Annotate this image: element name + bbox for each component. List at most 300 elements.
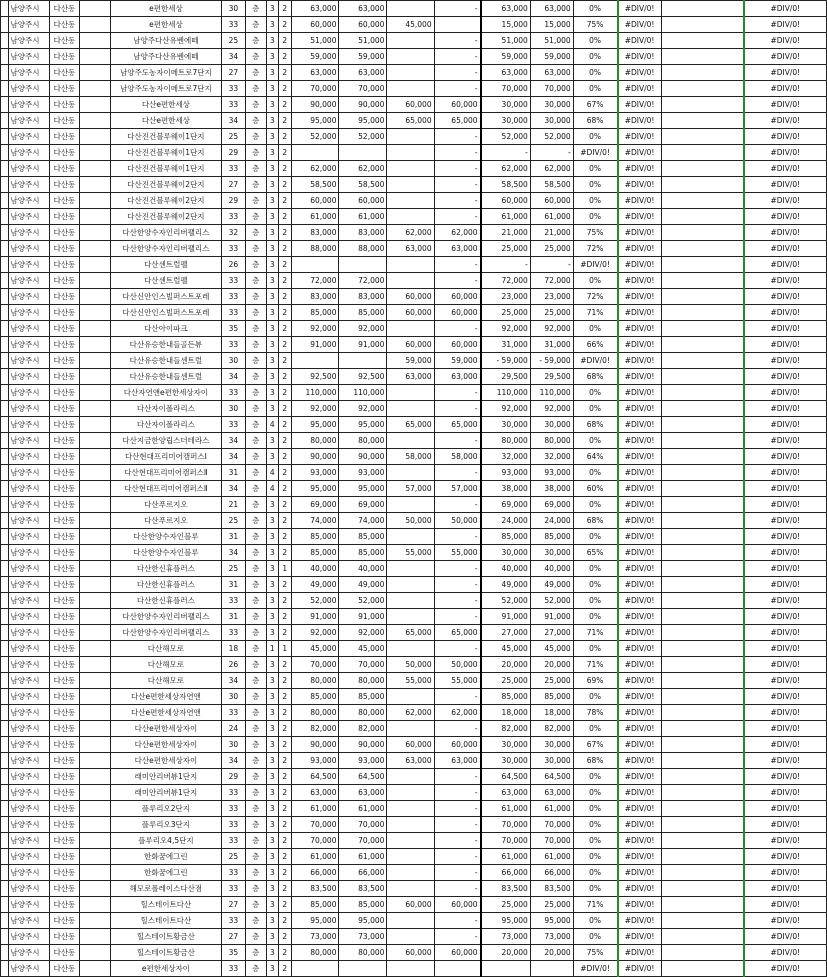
cell[interactable]: 73,000 xyxy=(291,929,339,945)
cell[interactable]: 다산동 xyxy=(50,17,80,33)
cell[interactable]: 남양주시 xyxy=(8,641,50,657)
cell[interactable]: #DIV/0! xyxy=(744,833,827,849)
cell[interactable]: 33 xyxy=(221,785,245,801)
cell[interactable] xyxy=(79,305,110,321)
cell[interactable]: 다산동 xyxy=(50,657,80,673)
cell[interactable]: 33 xyxy=(221,817,245,833)
cell[interactable]: 26 xyxy=(221,657,245,673)
cell[interactable]: 60,000 xyxy=(339,17,387,33)
cell[interactable]: 2 xyxy=(279,833,292,849)
cell[interactable]: 남양주시 xyxy=(8,417,50,433)
cell[interactable]: 다산e편한세상자이 xyxy=(111,737,222,753)
cell[interactable]: 다산동 xyxy=(50,49,80,65)
cell[interactable] xyxy=(387,273,434,289)
cell[interactable] xyxy=(387,321,434,337)
cell[interactable] xyxy=(661,641,744,657)
cell[interactable] xyxy=(530,961,573,977)
cell[interactable]: 0% xyxy=(573,321,617,337)
cell[interactable] xyxy=(79,657,110,673)
cell[interactable]: 2 xyxy=(279,321,292,337)
cell[interactable]: 층 xyxy=(245,593,266,609)
cell[interactable]: 80,000 xyxy=(339,705,387,721)
cell[interactable]: 3 xyxy=(266,897,279,913)
cell[interactable]: 80,000 xyxy=(339,945,387,961)
cell[interactable] xyxy=(387,385,434,401)
cell[interactable]: 59,000 xyxy=(434,353,480,369)
cell[interactable]: #DIV/0! xyxy=(618,433,662,449)
cell[interactable]: 3 xyxy=(266,801,279,817)
cell[interactable] xyxy=(387,929,434,945)
cell[interactable]: 다산한양수자인리버팰리스 xyxy=(111,241,222,257)
cell[interactable]: 다산현대프리미어캠퍼스Ⅱ xyxy=(111,465,222,481)
cell[interactable]: - xyxy=(434,577,480,593)
cell[interactable]: 52,000 xyxy=(291,593,339,609)
cell[interactable]: 110,000 xyxy=(339,385,387,401)
cell[interactable]: 40,000 xyxy=(530,561,573,577)
cell[interactable]: 95,000 xyxy=(339,481,387,497)
cell[interactable]: #DIV/0! xyxy=(744,273,827,289)
cell[interactable]: 0% xyxy=(573,49,617,65)
cell[interactable]: #DIV/0! xyxy=(573,257,617,273)
cell[interactable] xyxy=(387,769,434,785)
cell[interactable]: #DIV/0! xyxy=(744,49,827,65)
cell[interactable] xyxy=(661,705,744,721)
cell[interactable] xyxy=(661,433,744,449)
cell[interactable]: 층 xyxy=(245,673,266,689)
cell[interactable]: 2 xyxy=(279,689,292,705)
cell[interactable]: 다산동 xyxy=(50,289,80,305)
cell[interactable]: 63,000 xyxy=(291,65,339,81)
cell[interactable]: 남양주시 xyxy=(8,225,50,241)
cell[interactable]: #DIV/0! xyxy=(744,577,827,593)
cell[interactable]: 0% xyxy=(573,81,617,97)
cell[interactable]: 남양주시 xyxy=(8,897,50,913)
cell[interactable]: 0% xyxy=(573,401,617,417)
cell[interactable]: - xyxy=(434,689,480,705)
cell[interactable]: 58,000 xyxy=(387,449,434,465)
cell[interactable]: #DIV/0! xyxy=(744,113,827,129)
cell[interactable]: 0% xyxy=(573,721,617,737)
cell[interactable]: 60,000 xyxy=(434,305,480,321)
cell[interactable] xyxy=(79,129,110,145)
cell[interactable]: 다산아이파크 xyxy=(111,321,222,337)
cell[interactable]: 60,000 xyxy=(387,945,434,961)
cell[interactable]: 33 xyxy=(221,17,245,33)
cell[interactable]: - xyxy=(434,321,480,337)
cell[interactable]: 층 xyxy=(245,945,266,961)
cell[interactable]: 27 xyxy=(221,65,245,81)
cell[interactable]: 다산동 xyxy=(50,145,80,161)
cell[interactable]: 51,000 xyxy=(291,33,339,49)
cell[interactable] xyxy=(387,129,434,145)
cell[interactable] xyxy=(661,673,744,689)
cell[interactable] xyxy=(79,369,110,385)
cell[interactable]: 층 xyxy=(245,97,266,113)
cell[interactable]: #DIV/0! xyxy=(744,609,827,625)
cell[interactable]: 92,000 xyxy=(339,401,387,417)
cell[interactable]: 61,000 xyxy=(530,849,573,865)
cell[interactable]: 다산e편한세상자이 xyxy=(111,753,222,769)
cell[interactable]: #DIV/0! xyxy=(618,49,662,65)
cell[interactable] xyxy=(79,49,110,65)
cell[interactable]: #DIV/0! xyxy=(744,561,827,577)
cell[interactable]: 다산동 xyxy=(50,817,80,833)
cell[interactable]: 남양주시 xyxy=(8,369,50,385)
cell[interactable]: #DIV/0! xyxy=(744,497,827,513)
cell[interactable] xyxy=(387,209,434,225)
cell[interactable]: #DIV/0! xyxy=(744,385,827,401)
cell[interactable]: 층 xyxy=(245,481,266,497)
cell[interactable]: 2 xyxy=(279,481,292,497)
cell[interactable]: - xyxy=(434,641,480,657)
cell[interactable]: 85,000 xyxy=(291,545,339,561)
cell[interactable]: 다산진건블루웨이1단지 xyxy=(111,129,222,145)
cell[interactable]: #DIV/0! xyxy=(618,417,662,433)
cell[interactable]: 다산동 xyxy=(50,65,80,81)
cell[interactable]: 51,000 xyxy=(481,33,531,49)
cell[interactable]: #DIV/0! xyxy=(744,625,827,641)
cell[interactable]: 층 xyxy=(245,769,266,785)
cell[interactable]: #DIV/0! xyxy=(618,865,662,881)
cell[interactable]: - xyxy=(434,529,480,545)
cell[interactable]: #DIV/0! xyxy=(618,881,662,897)
cell[interactable]: 남양주시 xyxy=(8,769,50,785)
cell[interactable]: 25,000 xyxy=(481,673,531,689)
cell[interactable]: 층 xyxy=(245,321,266,337)
cell[interactable]: - xyxy=(434,401,480,417)
cell[interactable]: #DIV/0! xyxy=(744,785,827,801)
cell[interactable] xyxy=(661,385,744,401)
cell[interactable]: 다산유승한내들센트럴 xyxy=(111,353,222,369)
cell[interactable]: 남양주시 xyxy=(8,497,50,513)
cell[interactable]: #DIV/0! xyxy=(618,209,662,225)
cell[interactable]: 85,000 xyxy=(339,305,387,321)
cell[interactable]: #DIV/0! xyxy=(744,465,827,481)
cell[interactable]: 3 xyxy=(266,1,279,17)
cell[interactable]: 23,000 xyxy=(481,289,531,305)
cell[interactable]: 85,000 xyxy=(291,529,339,545)
cell[interactable]: 남양주시 xyxy=(8,817,50,833)
cell[interactable] xyxy=(661,545,744,561)
cell[interactable]: - xyxy=(434,433,480,449)
cell[interactable]: 30,000 xyxy=(481,97,531,113)
cell[interactable]: 33 xyxy=(221,81,245,97)
cell[interactable]: 2 xyxy=(279,417,292,433)
cell[interactable] xyxy=(387,465,434,481)
cell[interactable]: #DIV/0! xyxy=(744,529,827,545)
cell[interactable]: 남양주시 xyxy=(8,353,50,369)
cell[interactable] xyxy=(79,497,110,513)
cell[interactable]: #DIV/0! xyxy=(618,129,662,145)
cell[interactable]: e편한세상 xyxy=(111,1,222,17)
cell[interactable]: 32 xyxy=(221,225,245,241)
cell[interactable]: 다산동 xyxy=(50,577,80,593)
cell[interactable] xyxy=(661,817,744,833)
cell[interactable]: 63,000 xyxy=(434,753,480,769)
cell[interactable] xyxy=(339,353,387,369)
cell[interactable]: 다산동 xyxy=(50,401,80,417)
cell[interactable]: 다산동 xyxy=(50,625,80,641)
cell[interactable]: 0% xyxy=(573,385,617,401)
cell[interactable]: 65,000 xyxy=(434,417,480,433)
cell[interactable]: - xyxy=(434,769,480,785)
cell[interactable] xyxy=(661,353,744,369)
cell[interactable]: 62,000 xyxy=(291,161,339,177)
cell[interactable]: 63,000 xyxy=(387,369,434,385)
cell[interactable]: #DIV/0! xyxy=(618,161,662,177)
cell[interactable]: 85,000 xyxy=(339,545,387,561)
cell[interactable]: #DIV/0! xyxy=(618,561,662,577)
cell[interactable]: 남양주시 xyxy=(8,273,50,289)
cell[interactable]: 69% xyxy=(573,673,617,689)
cell[interactable]: - xyxy=(481,257,531,273)
cell[interactable] xyxy=(291,145,339,161)
cell[interactable]: 다산동 xyxy=(50,689,80,705)
cell[interactable]: 58,500 xyxy=(530,177,573,193)
cell[interactable]: 층 xyxy=(245,81,266,97)
cell[interactable]: 72% xyxy=(573,241,617,257)
cell[interactable]: 66,000 xyxy=(481,865,531,881)
cell[interactable]: 다산한양수자인리버팰리스 xyxy=(111,625,222,641)
cell[interactable]: 남양주시 xyxy=(8,929,50,945)
cell[interactable]: 95,000 xyxy=(291,417,339,433)
cell[interactable]: 2 xyxy=(279,897,292,913)
cell[interactable] xyxy=(661,577,744,593)
cell[interactable]: 61,000 xyxy=(481,801,531,817)
cell[interactable]: 층 xyxy=(245,801,266,817)
cell[interactable]: 다산한양수자인리버팰리스 xyxy=(111,609,222,625)
cell[interactable]: 25 xyxy=(221,561,245,577)
cell[interactable]: 2 xyxy=(279,33,292,49)
cell[interactable]: 70,000 xyxy=(339,833,387,849)
cell[interactable]: #DIV/0! xyxy=(618,17,662,33)
cell[interactable]: 72,000 xyxy=(339,273,387,289)
cell[interactable]: 남양주시 xyxy=(8,593,50,609)
cell[interactable]: 65,000 xyxy=(434,625,480,641)
cell[interactable]: 남양주시 xyxy=(8,545,50,561)
cell[interactable]: 71% xyxy=(573,657,617,673)
cell[interactable]: 다산푸르지오 xyxy=(111,513,222,529)
cell[interactable]: 50,000 xyxy=(387,513,434,529)
cell[interactable]: 3 xyxy=(266,593,279,609)
cell[interactable]: #DIV/0! xyxy=(744,81,827,97)
cell[interactable]: 다산푸르지오 xyxy=(111,497,222,513)
cell[interactable]: 15,000 xyxy=(481,17,531,33)
cell[interactable]: 층 xyxy=(245,337,266,353)
cell[interactable]: 90,000 xyxy=(339,737,387,753)
cell[interactable]: 60% xyxy=(573,481,617,497)
cell[interactable] xyxy=(79,161,110,177)
cell[interactable]: 2 xyxy=(279,593,292,609)
cell[interactable]: 2 xyxy=(279,289,292,305)
cell[interactable]: 60,000 xyxy=(481,193,531,209)
cell[interactable]: 다산한양수자인리버팰리스 xyxy=(111,225,222,241)
cell[interactable]: 33 xyxy=(221,705,245,721)
cell[interactable]: 층 xyxy=(245,257,266,273)
cell[interactable]: 78% xyxy=(573,705,617,721)
cell[interactable]: 65,000 xyxy=(387,417,434,433)
cell[interactable] xyxy=(387,865,434,881)
cell[interactable]: 층 xyxy=(245,465,266,481)
cell[interactable]: 0% xyxy=(573,689,617,705)
cell[interactable]: 힐스테이트다산 xyxy=(111,897,222,913)
cell[interactable]: 3 xyxy=(266,721,279,737)
cell[interactable]: 2 xyxy=(279,353,292,369)
cell[interactable] xyxy=(661,1,744,17)
cell[interactable]: 70,000 xyxy=(339,657,387,673)
cell[interactable]: 82,000 xyxy=(339,721,387,737)
cell[interactable]: 3 xyxy=(266,273,279,289)
cell[interactable]: 85,000 xyxy=(291,305,339,321)
cell[interactable]: 2 xyxy=(279,49,292,65)
cell[interactable] xyxy=(387,849,434,865)
cell[interactable]: 남양주시 xyxy=(8,321,50,337)
cell[interactable]: #DIV/0! xyxy=(618,225,662,241)
cell[interactable]: 다산신안인스빌퍼스트포레 xyxy=(111,305,222,321)
cell[interactable]: 남양주시 xyxy=(8,81,50,97)
cell[interactable]: 3 xyxy=(266,49,279,65)
cell[interactable]: 남양주시 xyxy=(8,385,50,401)
cell[interactable]: 다산진건블루웨이2단지 xyxy=(111,209,222,225)
cell[interactable]: 30,000 xyxy=(530,113,573,129)
cell[interactable]: 85,000 xyxy=(530,529,573,545)
cell[interactable] xyxy=(79,481,110,497)
cell[interactable]: 다산한양수자인블루 xyxy=(111,545,222,561)
cell[interactable]: - xyxy=(434,129,480,145)
cell[interactable] xyxy=(387,401,434,417)
cell[interactable] xyxy=(661,609,744,625)
cell[interactable]: 2 xyxy=(279,737,292,753)
cell[interactable] xyxy=(79,753,110,769)
cell[interactable]: 72,000 xyxy=(530,273,573,289)
cell[interactable]: 다산진건블루웨이2단지 xyxy=(111,193,222,209)
cell[interactable]: #DIV/0! xyxy=(618,145,662,161)
cell[interactable]: #DIV/0! xyxy=(618,177,662,193)
cell[interactable]: 1 xyxy=(279,561,292,577)
cell[interactable]: 70,000 xyxy=(530,81,573,97)
cell[interactable]: 3 xyxy=(266,865,279,881)
cell[interactable]: 층 xyxy=(245,369,266,385)
cell[interactable]: 60,000 xyxy=(291,193,339,209)
cell[interactable]: 다산동 xyxy=(50,33,80,49)
cell[interactable]: 2 xyxy=(279,881,292,897)
cell[interactable]: 110,000 xyxy=(481,385,531,401)
cell[interactable]: 남양주시 xyxy=(8,113,50,129)
cell[interactable]: #DIV/0! xyxy=(744,449,827,465)
cell[interactable]: #DIV/0! xyxy=(744,689,827,705)
cell[interactable]: 층 xyxy=(245,129,266,145)
cell[interactable]: 59,000 xyxy=(339,49,387,65)
cell[interactable]: 2 xyxy=(279,369,292,385)
cell[interactable] xyxy=(79,833,110,849)
cell[interactable]: 다산동 xyxy=(50,849,80,865)
cell[interactable]: 층 xyxy=(245,961,266,977)
cell[interactable]: 60,000 xyxy=(291,17,339,33)
cell[interactable]: 2 xyxy=(279,929,292,945)
cell[interactable] xyxy=(661,369,744,385)
cell[interactable]: - xyxy=(434,177,480,193)
cell[interactable]: 24,000 xyxy=(530,513,573,529)
cell[interactable]: 3 xyxy=(266,289,279,305)
cell[interactable]: 0% xyxy=(573,129,617,145)
cell[interactable]: 83,000 xyxy=(291,289,339,305)
cell[interactable]: 58,500 xyxy=(481,177,531,193)
cell[interactable]: 70,000 xyxy=(481,81,531,97)
cell[interactable]: 80,000 xyxy=(339,433,387,449)
cell[interactable]: - xyxy=(434,81,480,97)
cell[interactable]: 남양주다산유벤에떼 xyxy=(111,49,222,65)
cell[interactable]: 67% xyxy=(573,737,617,753)
cell[interactable]: #DIV/0! xyxy=(618,369,662,385)
cell[interactable]: 63,000 xyxy=(387,241,434,257)
cell[interactable]: #DIV/0! xyxy=(618,593,662,609)
cell[interactable]: 30,000 xyxy=(530,753,573,769)
cell[interactable]: #DIV/0! xyxy=(744,369,827,385)
cell[interactable]: 60,000 xyxy=(434,289,480,305)
cell[interactable]: 3 xyxy=(266,625,279,641)
cell[interactable]: 3 xyxy=(266,769,279,785)
cell[interactable]: 32,000 xyxy=(481,449,531,465)
cell[interactable]: 18,000 xyxy=(481,705,531,721)
cell[interactable]: 95,000 xyxy=(291,913,339,929)
cell[interactable]: 15,000 xyxy=(530,17,573,33)
cell[interactable] xyxy=(661,801,744,817)
cell[interactable]: 남양주시 xyxy=(8,289,50,305)
cell[interactable] xyxy=(661,177,744,193)
cell[interactable]: 83,000 xyxy=(291,225,339,241)
cell[interactable]: 남양주시 xyxy=(8,145,50,161)
cell[interactable] xyxy=(387,577,434,593)
cell[interactable]: #DIV/0! xyxy=(618,897,662,913)
cell[interactable]: - xyxy=(434,929,480,945)
cell[interactable]: 60,000 xyxy=(387,737,434,753)
cell[interactable]: #DIV/0! xyxy=(744,193,827,209)
cell[interactable]: #DIV/0! xyxy=(744,897,827,913)
cell[interactable]: 62,000 xyxy=(434,225,480,241)
cell[interactable]: 93,000 xyxy=(481,465,531,481)
cell[interactable] xyxy=(79,97,110,113)
cell[interactable]: - xyxy=(434,849,480,865)
cell[interactable]: 0% xyxy=(573,433,617,449)
cell[interactable]: 92,000 xyxy=(291,625,339,641)
cell[interactable] xyxy=(661,481,744,497)
cell[interactable]: 83,500 xyxy=(481,881,531,897)
cell[interactable]: 70,000 xyxy=(291,81,339,97)
cell[interactable]: #DIV/0! xyxy=(744,721,827,737)
cell[interactable]: 82,000 xyxy=(481,721,531,737)
cell[interactable] xyxy=(387,561,434,577)
cell[interactable] xyxy=(387,833,434,849)
cell[interactable]: #DIV/0! xyxy=(744,481,827,497)
cell[interactable]: 91,000 xyxy=(530,609,573,625)
cell[interactable] xyxy=(387,161,434,177)
cell[interactable]: 49,000 xyxy=(530,577,573,593)
cell[interactable]: 3 xyxy=(266,145,279,161)
cell[interactable]: 다산진건블루웨이1단지 xyxy=(111,161,222,177)
cell[interactable]: 한화꿈에그린 xyxy=(111,849,222,865)
cell[interactable]: 4 xyxy=(266,481,279,497)
cell[interactable]: 95,000 xyxy=(291,113,339,129)
cell[interactable]: 남양주시 xyxy=(8,881,50,897)
cell[interactable]: 25,000 xyxy=(530,897,573,913)
cell[interactable] xyxy=(387,81,434,97)
cell[interactable]: 남양주시 xyxy=(8,577,50,593)
cell[interactable]: #DIV/0! xyxy=(744,241,827,257)
cell[interactable]: 3 xyxy=(266,385,279,401)
cell[interactable]: 3 xyxy=(266,337,279,353)
cell[interactable]: #DIV/0! xyxy=(618,81,662,97)
cell[interactable]: 0% xyxy=(573,465,617,481)
